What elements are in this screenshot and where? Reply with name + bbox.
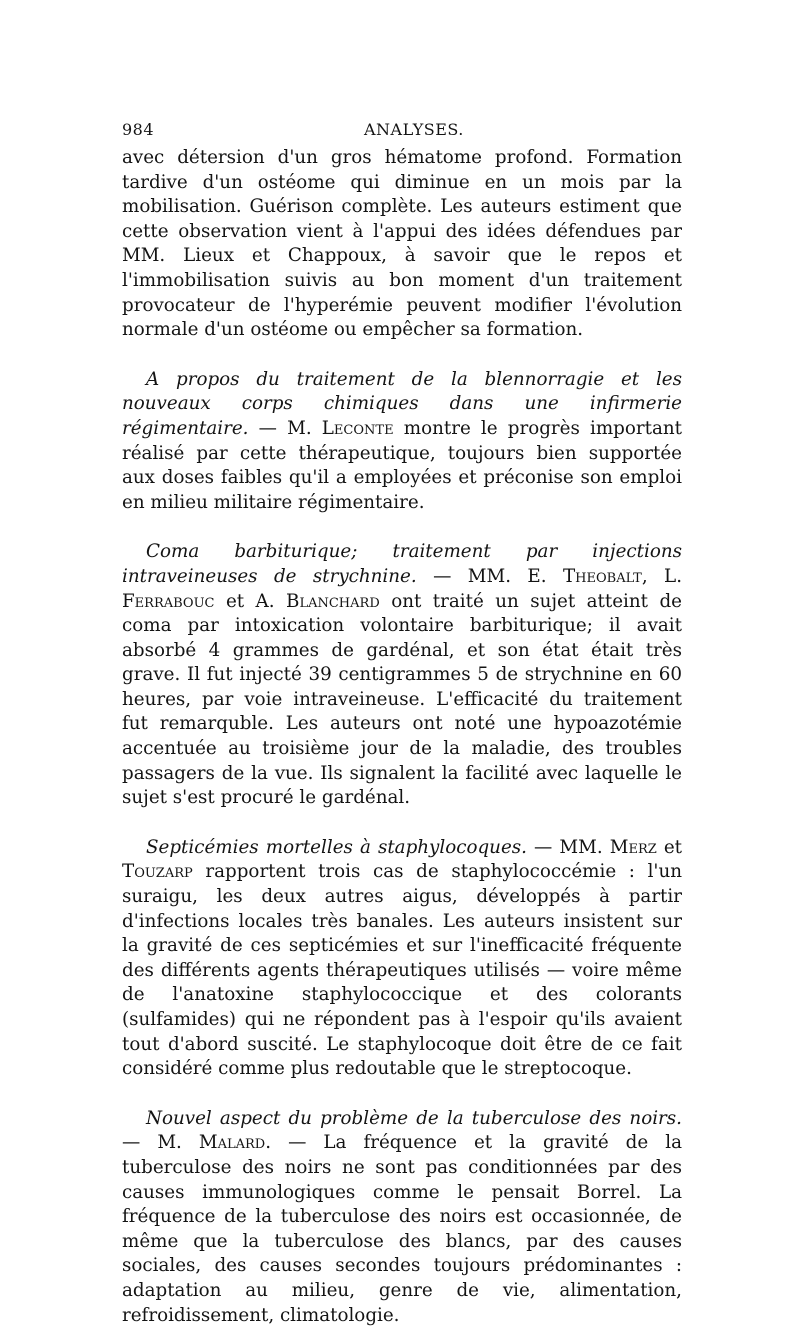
abstract-body: montre le progrès important réalisé par cette thérapeutique, toujours bien supportée aux doses faibles qu'il a employées et préconise son emploi en milieu militaire régimentaire. — [122, 417, 682, 513]
author-name: Touzarp — [122, 861, 193, 883]
author-name: Leconte — [321, 417, 394, 439]
text-fragment: , L. — [641, 565, 682, 587]
paragraph-text: avec détersion d'un gros hématome profond. Formation tardive d'un ostéome qui diminue en un mois par la mobilisation. Guérison complète. Les auteurs estiment que cette observation vient à l'appui des idées défendues par MM. Lieux et Chappoux, à savoir que le repos et l'immobilisation suivis au bon moment d'un traitement provocateur de l'hyperémie peuvent modifier l'évolution normale d'un ostéome ou empêcher sa formation. — [122, 147, 682, 341]
abstract-body: . — La fréquence et la gravité de la tuberculose des noirs ne sont pas conditionnées par des causes immunologiques comme le pensait Borrel. La fréquence de la tuberculose des noirs est occasionnée, de même que la tuberculose des blancs, par des causes sociales, des causes secondes toujours prédominantes : adaptation au milieu, genre de vie, alimentation, refroidissement, climatologie. — [122, 1132, 682, 1326]
abstract-title: Septicémies mortelles à staphylocoques. — [146, 836, 527, 858]
abstract-body: ont traité un sujet atteint de coma par intoxication volontaire barbiturique; il avait absorbé 4 grammes de gardénal, et son état était très grave. Il fut injecté 39 centigrammes 5 de strychnine en 60 heures, par voie intraveineuse. L'efficacité du traitement fut remarquble. Les auteurs ont noté une hypoazotémie accentuée au troisième jour de la maladie, des troubles passagers de la vue. Ils signalent la facilité avec laquelle le sujet s'est procuré le gardénal. — [122, 590, 682, 809]
text-fragment: — M. — [122, 1132, 199, 1154]
text-fragment: et — [656, 836, 683, 858]
abstract-title: A propos du traitement de la blennorragie et les nouveaux corps chimiques dans une infirmerie régimentaire. — [122, 368, 682, 439]
abstract-body: rapportent trois cas de staphylococcémie : l'un suraigu, les deux autres aigus, développés à partir d'infections locales très banales. Les auteurs insistent sur la gravité de ces septicémies et sur l'inefficacité fréquente des différents agents thérapeutiques utilisés — voire même de l'anatoxine staphylococcique et des colorants (sulfamides) qui ne répondent pas à l'espoir qu'ils avaient tout d'abord suscité. Le staphylocoque doit être de ce fait considéré comme plus redoutable que le streptocoque. — [122, 861, 682, 1080]
text-fragment: — M. — [248, 417, 322, 439]
text-fragment: — MM. — [526, 836, 610, 858]
author-name: Blanchard — [286, 590, 380, 612]
continued-paragraph — [122, 146, 682, 343]
abstract-title: Coma barbiturique; traitement par injections intraveineuses de strychnine. — [122, 541, 682, 587]
author-name: Ferrabouc — [122, 590, 215, 612]
author-name: Malard — [198, 1132, 266, 1154]
abstract-blennorragie — [122, 368, 682, 516]
author-name: Theobalt — [562, 565, 642, 587]
abstract-title: Nouvel aspect du problème de la tuberculose des noirs. — [146, 1107, 682, 1129]
text-fragment: et A. — [214, 590, 287, 612]
journal-page — [122, 116, 682, 1328]
text-fragment: — MM. E. — [416, 565, 563, 587]
author-name: Merz — [609, 836, 657, 858]
abstract-septicemies — [122, 836, 682, 1082]
page-header — [122, 116, 682, 146]
page-number: 984 — [122, 120, 155, 139]
running-title: ANALYSES. — [364, 120, 464, 139]
abstract-tuberculose — [122, 1107, 682, 1328]
abstract-coma-barbiturique — [122, 540, 682, 811]
